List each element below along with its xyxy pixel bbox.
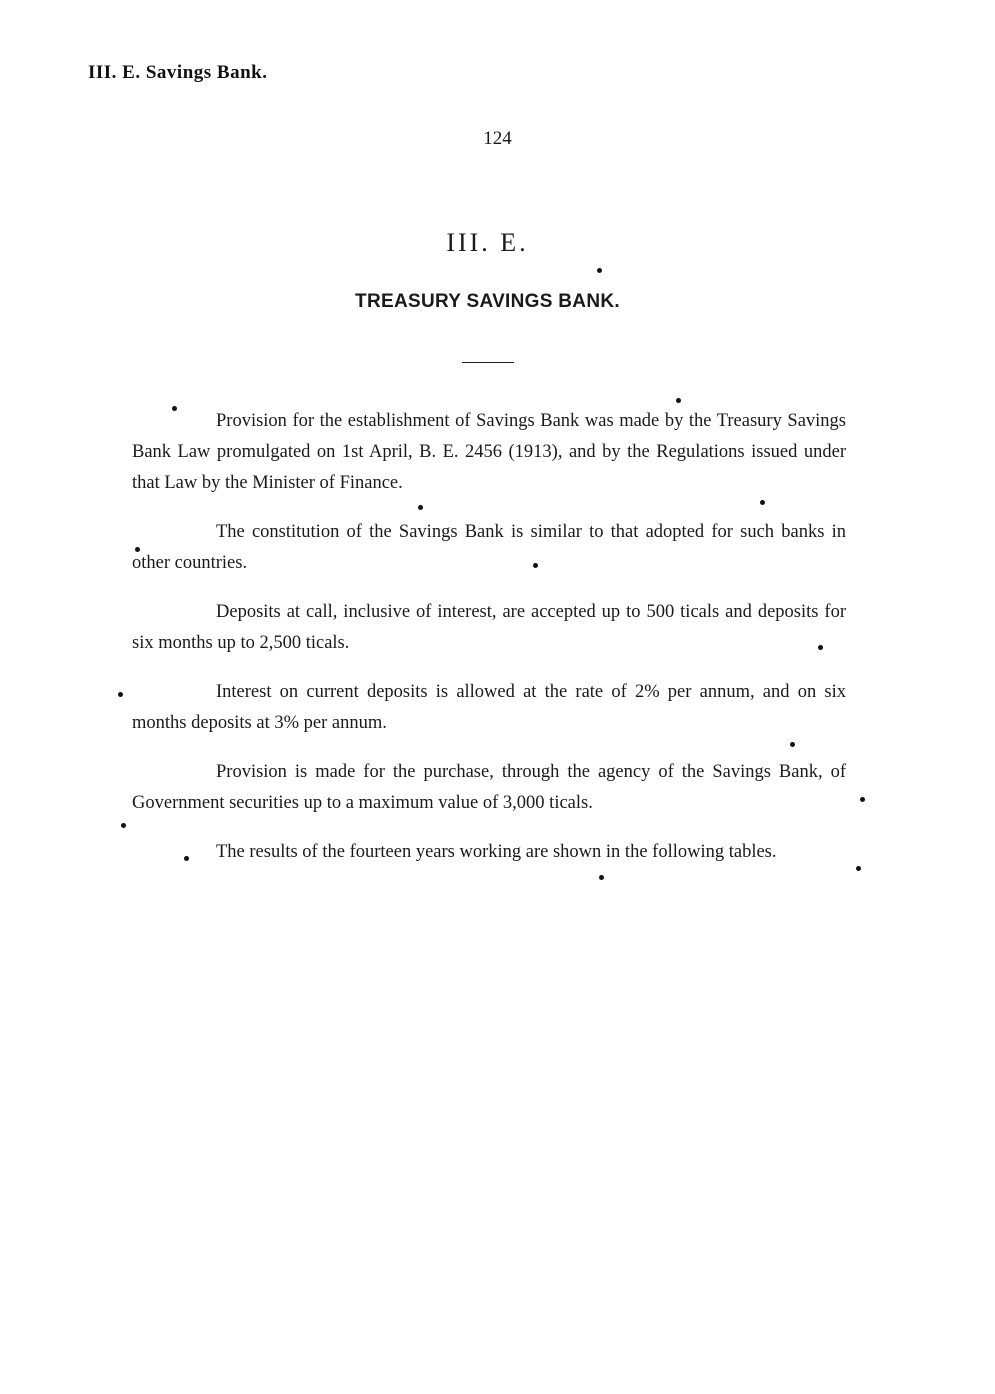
scan-speck: [860, 797, 865, 802]
scan-speck: [118, 692, 123, 697]
scan-speck: [760, 500, 765, 505]
title-divider: [462, 362, 514, 363]
paragraph-securities: Provision is made for the purchase, through the agency of the Savings Bank, of Government securities up to a maximum value of 3,000 ticals.: [132, 762, 846, 813]
paragraph-results: The results of the fourteen years working are shown in the following tables.: [216, 842, 777, 862]
scan-speck: [135, 547, 140, 552]
body-text: [132, 406, 846, 886]
scan-speck: [121, 823, 126, 828]
scan-speck: [856, 866, 861, 871]
scan-speck: [418, 505, 423, 510]
scan-speck: [599, 875, 604, 880]
scan-speck: [172, 406, 177, 411]
paragraph-interest: Interest on current deposits is allowed at the rate of 2% per annum, and on six months deposits at 3% per annum.: [132, 682, 846, 733]
scan-speck: [184, 856, 189, 861]
scan-speck: [790, 742, 795, 747]
paragraph-deposits: Deposits at call, inclusive of interest, are accepted up to 500 ticals and deposits for six months up to 2,500 ticals.: [132, 602, 846, 653]
scan-speck: [818, 645, 823, 650]
section-heading: III. E.: [446, 228, 529, 257]
page-number: 124: [483, 128, 512, 149]
running-head: III. E. Savings Bank.: [88, 62, 268, 83]
section-title: TREASURY SAVINGS BANK.: [355, 291, 620, 312]
scan-speck: [676, 398, 681, 403]
paragraph-establishment: Provision for the establishment of Savings Bank was made by the Treasury Savings Bank Law promulgated on 1st April, B. E. 2456 (1913), and by the Regulations issued under that Law by the Minister of Finance.: [132, 411, 846, 493]
scan-speck: [533, 563, 538, 568]
scan-speck: [597, 268, 602, 273]
paragraph-constitution: The constitution of the Savings Bank is similar to that adopted for such banks in other countries.: [132, 522, 846, 573]
